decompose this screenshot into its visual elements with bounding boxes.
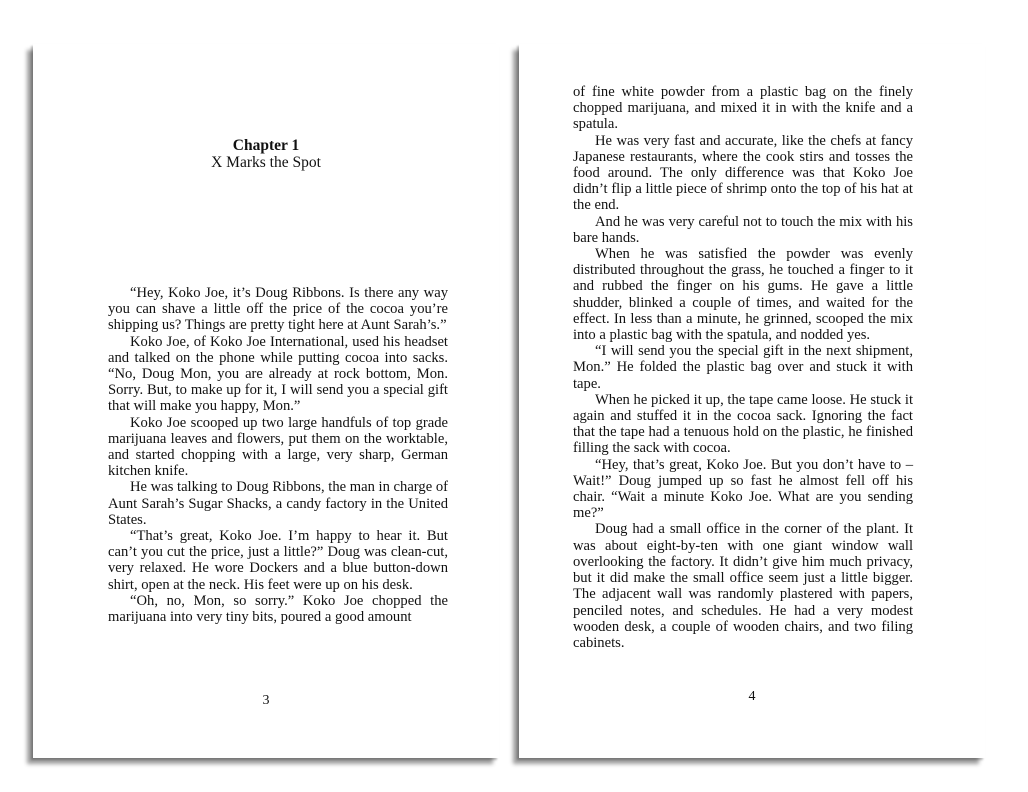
paragraph: “I will send you the special gift in the next shipment, Mon.” He folded the plastic bag over and stuck it with tape. bbox=[573, 343, 913, 392]
paragraph: He was talking to Doug Ribbons, the man in charge of Aunt Sarah’s Sugar Shacks, a candy factory in the United States. bbox=[108, 479, 448, 528]
book-page-left bbox=[33, 44, 499, 758]
paragraph: When he picked it up, the tape came loose. He stuck it again and stuffed it in the cocoa sack. Ignoring the fact that the tape had a tenuous hold on the plastic, he finished filling the sack with cocoa. bbox=[573, 391, 913, 457]
right-body-text bbox=[573, 84, 913, 651]
paragraph-continuation: of fine white powder from a plastic bag on the finely chopped marijuana, and mixed it in with the knife and a spatula. bbox=[573, 84, 913, 133]
paragraph: “That’s great, Koko Joe. I’m happy to hear it. But can’t you cut the price, just a little?” Doug was clean-cut, very relaxed. He wore Dockers and a blue button-down shirt, open at the neck. His feet were up on his desk. bbox=[108, 528, 448, 593]
paragraph: When he was satisfied the powder was evenly distributed throughout the grass, he touched a finger to it and rubbed the finger on his gums. He gave a little shudder, blinked a couple of times, and waited for the effect. In less than a minute, he grinned, scooped the mix into a plastic bag with the spatula, and nodded yes. bbox=[573, 246, 913, 344]
left-body-text bbox=[108, 285, 448, 625]
chapter-heading bbox=[33, 137, 499, 171]
chapter-number: Chapter 1 bbox=[232, 137, 300, 154]
book-page-right bbox=[519, 44, 985, 758]
paragraph: “Hey, Koko Joe, it’s Doug Ribbons. Is there any way you can shave a little off the price of the cocoa you’re shipping us? Things are pretty tight here at Aunt Sarah’s.” bbox=[108, 285, 448, 334]
paragraph: Koko Joe scooped up two large handfuls of top grade marijuana leaves and flowers, put them on the worktable, and started chopping with a large, very sharp, German kitchen knife. bbox=[108, 414, 448, 480]
paragraph: Doug had a small office in the corner of the plant. It was about eight-by-ten with one giant window wall overlooking the factory. It didn’t give him much privacy, but it did make the small office seem just a little bigger. The adjacent wall was randomly plastered with papers, penciled notes, and schedules. He had a very modest wooden desk, a couple of wooden chairs, and two filing cabinets. bbox=[573, 521, 913, 651]
chapter-title: X Marks the Spot bbox=[211, 154, 321, 171]
paragraph: And he was very careful not to touch the mix with his bare hands. bbox=[573, 213, 913, 246]
page-number: 3 bbox=[262, 693, 270, 708]
page-number: 4 bbox=[748, 689, 756, 704]
paragraph: Koko Joe, of Koko Joe International, used his headset and talked on the phone while putting cocoa into sacks. “No, Doug Mon, you are already at rock bottom, Mon. Sorry. But, to make up for it, I will send you a special gift that will make you happy, Mon.” bbox=[108, 333, 448, 415]
paragraph: He was very fast and accurate, like the chefs at fancy Japanese restaurants, where the cook stirs and tosses the food around. The only difference was that Koko Joe didn’t flip a little piece of shrimp onto the top of his hat at the end. bbox=[573, 132, 913, 214]
paragraph: “Oh, no, Mon, so sorry.” Koko Joe chopped the marijuana into very tiny bits, poured a good amount bbox=[108, 592, 448, 626]
paragraph: “Hey, that’s great, Koko Joe. But you don’t have to – Wait!” Doug jumped up so fast he almost fell off his chair. “Wait a minute Koko Joe. What are you sending me?” bbox=[573, 456, 913, 522]
